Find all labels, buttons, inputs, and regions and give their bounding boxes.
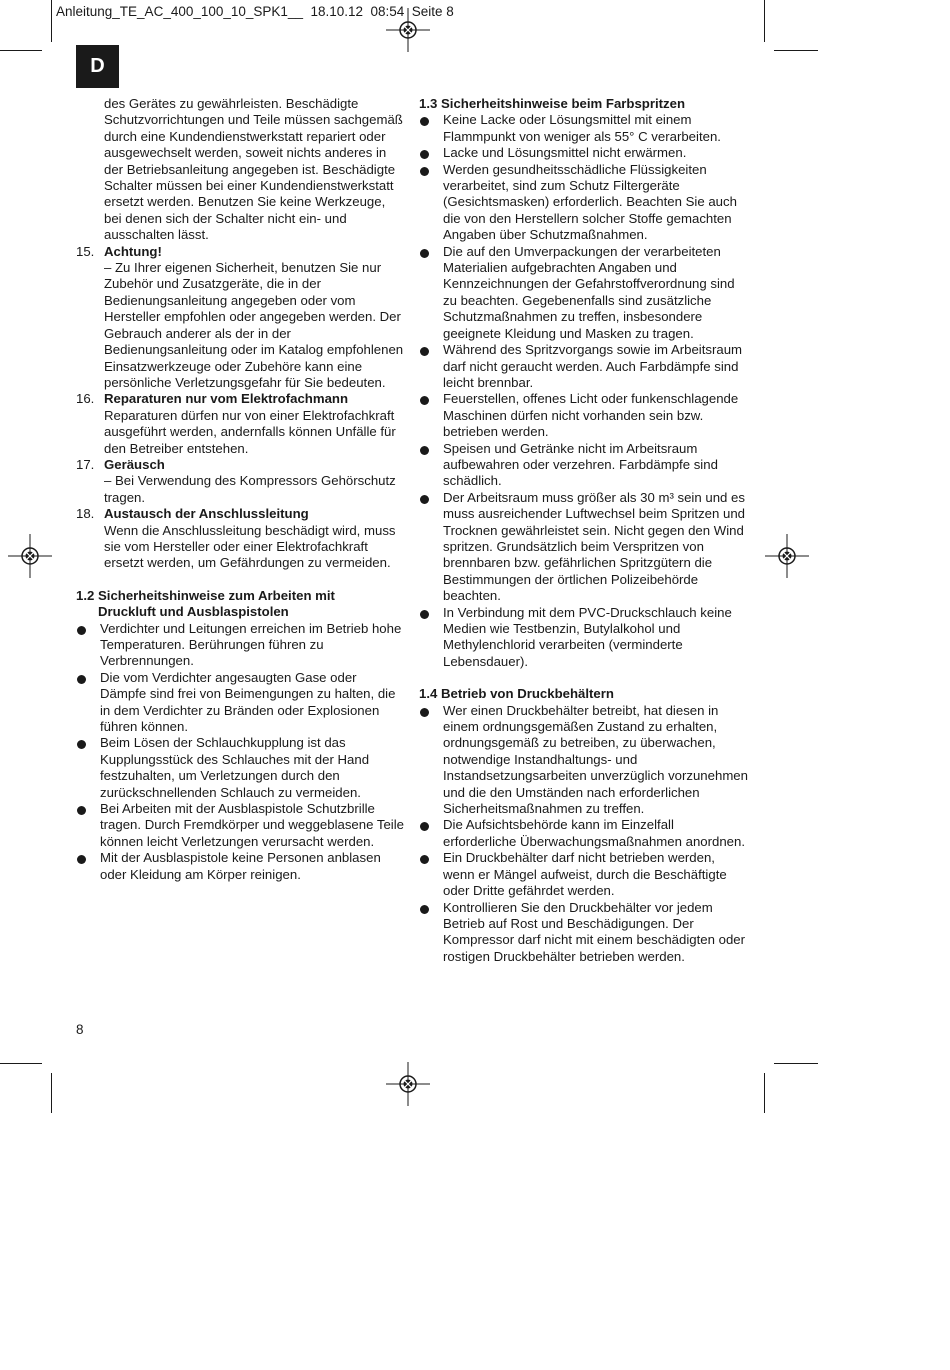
bullet-icon <box>420 117 429 126</box>
bullet-icon <box>77 675 86 684</box>
bullet-item <box>419 342 749 391</box>
item-number: 15. <box>76 243 95 259</box>
bullet-icon <box>77 855 86 864</box>
bullet-text: Der Arbeitsraum muss größer als 30 m³ sein und es muss ausreichender Luftwechsel beim Spritzen und Trocknen gewährleistet sein. Nicht gegen den Wind spritzen. Grundsätzlich beim Verspritzen von brennbaren bzw. gefährlichen Spritzgütern die Bestimmungen der örtlichen Polizeibehörde beachten. <box>443 489 746 604</box>
item-title: Reparaturen nur vom Elektrofachmann <box>104 391 349 407</box>
bullet-item <box>419 441 749 490</box>
heading-line: Druckluft und Ausblaspistolen <box>98 604 289 620</box>
bullet-icon <box>420 167 429 176</box>
bullet-icon <box>420 855 429 864</box>
bullet-text: Die vom Verdichter angesaugten Gase oder Dämpfe sind frei von Beimengungen zu halten, die in dem Verdichter zu Bränden oder Explosionen führen können. <box>100 669 396 735</box>
page-number: 8 <box>76 1022 84 1037</box>
continuation-paragraph: des Gerätes zu gewährleisten. Beschädigte Schutzvorrichtungen und Teile müssen sachgemäß durch eine Kundendienstwerkstatt repariert oder ausgewechselt werden, soweit nichts anderes in der Betriebsanleitung angegeben ist. Beschädigte Schalter müssen bei einer Kundendienstwerkstatt ersetzt werden. Benutzen Sie keine Werkzeuge, bei denen sich der Schalter nicht ein- und ausschalten lässt. <box>104 96 403 243</box>
bullet-text: Speisen und Getränke nicht im Arbeitsraum aufbewahren oder verzehren. Farbdämpfe sind schädlich. <box>443 440 718 489</box>
bullet-text: In Verbindung mit dem PVC-Druckschlauch keine Medien wie Testbenzin, Butylalkohol und Methylenchlorid verarbeiten (verminderte Lebensdauer). <box>443 604 732 669</box>
right-column <box>419 96 749 965</box>
bullet-text: Mit der Ausblaspistole keine Personen anblasen oder Kleidung am Körper reinigen. <box>100 850 381 882</box>
section-heading-1-4: 1.4 Betrieb von Druckbehältern <box>419 686 614 702</box>
item-title: Achtung! <box>104 243 162 259</box>
bullet-item <box>76 670 406 736</box>
bullet-text: Feuerstellen, offenes Licht oder funkenschlagende Maschinen dürfen nicht vorhanden sein bzw. betrieben werden. <box>443 391 739 440</box>
bullet-text: Wer einen Druckbehälter betreibt, hat diesen in einem ordnungsgemäßen Zustand zu erhalten, ordnungsgemäß zu betreiben, zu überwachen, notwendige Instandhaltungs- und Instandsetzungsarbeiten unverzüglich vorzunehmen und die den Umständen nach erforderlichen Sicherheitsmaßnahmen zu treffen. <box>443 702 748 817</box>
section-heading-1-2 <box>76 588 406 621</box>
section-heading-1-3: 1.3 Sicherheitshinweise beim Farbspritzen <box>419 96 686 111</box>
bullet-icon <box>420 708 429 717</box>
bullet-item <box>419 244 749 342</box>
registration-mark-icon <box>765 534 809 578</box>
crop-mark <box>764 0 765 42</box>
item-body: Wenn die Anschlussleitung beschädigt wird, muss sie vom Hersteller oder einer Elektrofachkraft ersetzt werden, um Gefährdungen zu vermeiden. <box>104 522 396 571</box>
bullet-item <box>76 850 406 883</box>
bullet-item <box>419 490 749 605</box>
bullet-item <box>419 703 749 818</box>
print-slug: Anleitung_TE_AC_400_100_10_SPK1__ 18.10.12 08:54 Seite 8 <box>56 4 454 19</box>
item-number: 17. <box>76 456 95 472</box>
crop-mark <box>774 50 818 51</box>
bullet-icon <box>420 610 429 619</box>
item-number: 18. <box>76 506 95 522</box>
bullet-item <box>76 621 406 670</box>
registration-mark-icon <box>8 534 52 578</box>
bullet-text: Keine Lacke oder Lösungsmittel mit einem Flammpunkt von weniger als 55° C verarbeiten. <box>443 112 721 144</box>
bullet-icon <box>77 740 86 749</box>
bullet-icon <box>420 905 429 914</box>
bullet-icon <box>420 495 429 504</box>
bullet-text: Verdichter und Leitungen erreichen im Betrieb hohe Temperaturen. Berührungen führen zu Verbrennungen. <box>100 620 402 669</box>
bullet-item <box>76 801 406 850</box>
heading-line: 1.2 Sicherheitshinweise zum Arbeiten mit <box>76 587 335 603</box>
item-title: Austausch der Anschlussleitung <box>104 506 309 522</box>
numbered-item-17 <box>76 457 406 506</box>
registration-mark-icon <box>386 1062 430 1106</box>
bullet-icon <box>420 347 429 356</box>
bullet-text: Lacke und Lösungsmittel nicht erwärmen. <box>443 145 687 161</box>
bullet-icon <box>77 626 86 635</box>
bullet-text: Ein Druckbehälter darf nicht betrieben werden, wenn er Mängel aufweist, durch die Beschäftigte oder Dritte gefährdet werden. <box>443 850 727 899</box>
bullet-icon <box>420 822 429 831</box>
bullet-item <box>419 162 749 244</box>
item-number: 16. <box>76 391 95 407</box>
bullet-item <box>419 605 749 671</box>
bullet-text: Kontrollieren Sie den Druckbehälter vor jedem Betrieb auf Rost und Beschädigungen. Der Kompressor darf nicht mit einem beschädigten oder rostigen Druckbehälter betrieben werden. <box>443 899 745 964</box>
bullet-text: Bei Arbeiten mit der Ausblaspistole Schutzbrille tragen. Durch Fremdkörper und weggeblasene Teile können leicht Verletzungen verursacht werden. <box>100 801 404 849</box>
item-body: Reparaturen dürfen nur von einer Elektrofachkraft ausgeführt werden, andernfalls können Unfälle für den Betreiber entstehen. <box>104 407 396 456</box>
bullet-icon <box>420 446 429 455</box>
bullet-text: Beim Lösen der Schlauchkupplung ist das Kupplungsstück des Schlauches mit der Hand festzuhalten, um Verletzungen durch den zurückschnellenden Schlauch zu vermeiden. <box>100 735 370 800</box>
item-body: – Bei Verwendung des Kompressors Gehörschutz tragen. <box>104 473 396 505</box>
bullet-icon <box>420 249 429 258</box>
registration-mark-icon <box>386 8 430 52</box>
bullet-icon <box>420 150 429 159</box>
bullet-text: Die auf den Umverpackungen der verarbeiteten Materialien aufgebrachten Angaben und Kennzeichnungen der Gefahrstoffverordnung sind zu beachten. Gegebenenfalls sind zusätzliche Schutzmaßnahmen zu treffen, insbesondere geeignete Kleidung und Masken zu tragen. <box>443 243 735 341</box>
numbered-item-18 <box>76 506 406 572</box>
bullet-item <box>419 391 749 440</box>
numbered-item-15 <box>76 244 406 392</box>
bullet-item <box>419 112 749 145</box>
bullet-item <box>419 145 749 161</box>
crop-mark <box>0 1063 42 1064</box>
crop-mark <box>51 1073 52 1113</box>
language-badge: D <box>76 45 119 88</box>
bullet-text: Die Aufsichtsbehörde kann im Einzelfall erforderliche Überwachungsmaßnahmen anordnen. <box>443 817 746 849</box>
crop-mark <box>764 1073 765 1113</box>
left-column <box>76 96 406 883</box>
bullet-text: Werden gesundheitsschädliche Flüssigkeiten verarbeitet, sind zum Schutz Filtergeräte (Gesichtsmasken) erforderlich. Beachten Sie auch die von den Herstellern solcher Stoffe gemachten Angaben über Schutzmaßnahmen. <box>443 161 737 243</box>
bullet-item <box>419 817 749 850</box>
bullet-item <box>76 735 406 801</box>
bullet-icon <box>77 806 86 815</box>
crop-mark <box>51 0 52 42</box>
bullet-item <box>419 850 749 899</box>
crop-mark <box>774 1063 818 1064</box>
item-title: Geräusch <box>104 456 165 472</box>
item-body: – Zu Ihrer eigenen Sicherheit, benutzen Sie nur Zubehör und Zusatzgeräte, die in der Bedienungsanleitung angegeben oder vom Hersteller empfohlen oder angegeben werden. Der Gebrauch anderer als der in der Bedienungsanleitung oder im Katalog empfohlenen Einsatzwerkzeuge oder Zubehöre kann eine persönliche Verletzungsgefahr für Sie bedeuten. <box>104 260 404 390</box>
crop-mark <box>0 50 42 51</box>
bullet-icon <box>420 396 429 405</box>
bullet-item <box>419 900 749 966</box>
bullet-text: Während des Spritzvorgangs sowie im Arbeitsraum darf nicht geraucht werden. Auch Farbdämpfe sind leicht brennbar. <box>443 342 743 390</box>
numbered-item-16 <box>76 391 406 457</box>
